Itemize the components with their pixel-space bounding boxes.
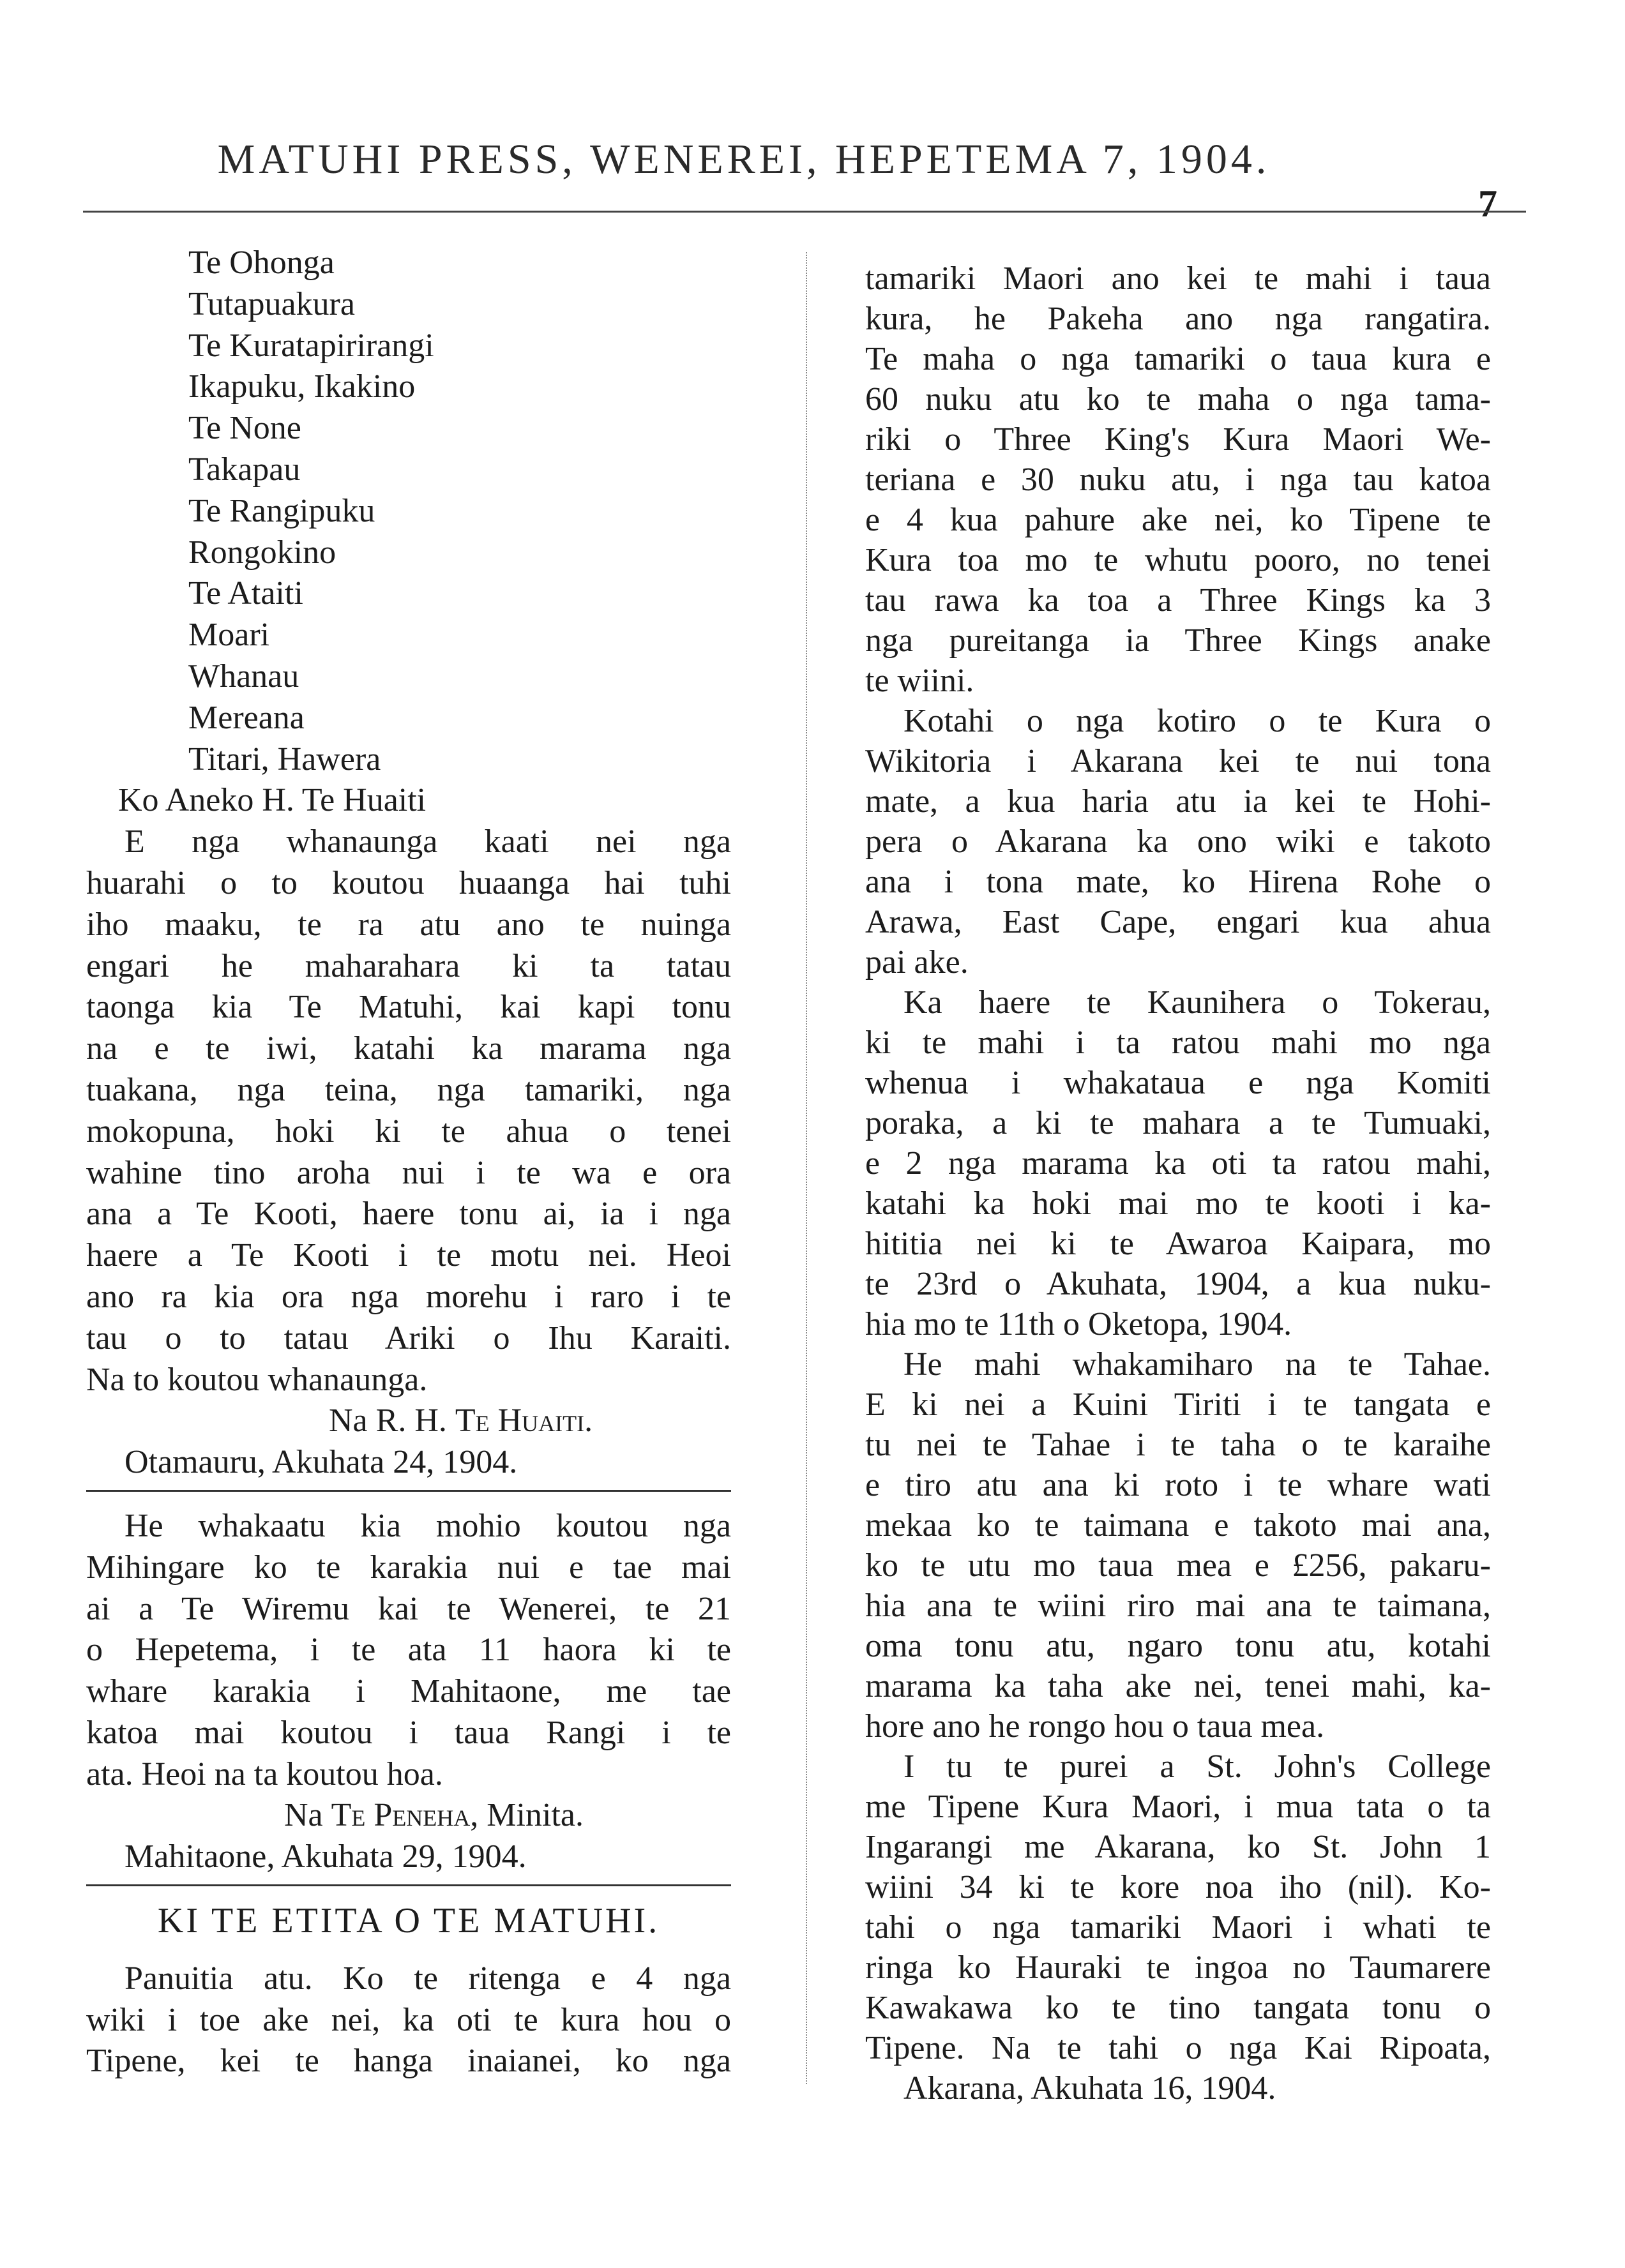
left-column xyxy=(86,243,731,2082)
paragraph-line: Kotahi o nga kotiro o te Kura o xyxy=(903,703,1491,739)
notice-line: He whakaatu kia mohio koutou nga xyxy=(125,1507,731,1544)
paragraph-football xyxy=(865,1746,1491,2108)
paragraph-line: hia ana te wiini riro mai ana te taimana, xyxy=(865,1588,1491,1624)
paragraph-line: I tu te purei a St. John's College xyxy=(903,1748,1491,1785)
paragraph-line: katahi ka hoki mai mo te kooti i ka- xyxy=(865,1185,1491,1222)
signature-prefix: Na xyxy=(284,1797,331,1834)
notice-date: Mahitaone, Akuhata 29, 1904. xyxy=(125,1838,527,1875)
paragraph-line: mate, a kua haria atu ia kei te Hohi- xyxy=(865,783,1491,820)
paragraph-line: hititia nei ki te Awaroa Kaipara, mo xyxy=(865,1226,1491,1262)
paragraph-line-last: pai ake. xyxy=(865,944,969,980)
paragraph-line: tau rawa ka toa a Three Kings ka 3 xyxy=(865,582,1491,619)
name-list-item: Te Ohonga xyxy=(188,244,335,281)
paragraph-line: Ka haere te Kaunihera o Tokerau, xyxy=(903,984,1491,1021)
paragraph-line: te 23rd o Akuhata, 1904, a kua nuku- xyxy=(865,1266,1491,1302)
paragraph-line: Te maha o nga tamariki o taua kura e xyxy=(865,341,1491,377)
paragraph-line: whenua i whakataua e nga Komiti xyxy=(865,1065,1491,1101)
paragraph-line: me Tipene Kura Maori, i mua tata o ta xyxy=(865,1789,1491,1825)
letter-line: E nga whanaunga kaati nei nga xyxy=(125,823,731,860)
paragraph-line-last: te wiini. xyxy=(865,663,974,699)
paragraph-line: Kawakawa ko te tino tangata tonu o xyxy=(865,1990,1491,2026)
church-notice xyxy=(86,1506,731,1878)
paragraph-line: e tiro atu ana ki roto i te whare wati xyxy=(865,1467,1491,1503)
name-list-last: Ko Aneko H. Te Huaiti xyxy=(118,782,427,819)
right-column xyxy=(865,259,1491,2108)
notice-line-last: ata. Heoi na ta koutou hoa. xyxy=(86,1755,443,1792)
letter-line: na e te iwi, katahi ka marama nga xyxy=(86,1030,731,1067)
paragraph-line: Arawa, East Cape, engari kua ahua xyxy=(865,904,1491,940)
name-list-item: Te Ataiti xyxy=(188,575,303,612)
header-rule xyxy=(83,211,1526,213)
paragraph-line: Ingarangi me Akarana, ko St. John 1 xyxy=(865,1829,1491,1865)
notice-signature xyxy=(86,1795,731,1836)
section-rule xyxy=(86,1884,731,1886)
paragraph-line: tamariki Maori ano kei te mahi i taua xyxy=(865,260,1491,297)
paragraph-line: He mahi whakamiharo na te Tahae. xyxy=(903,1346,1491,1383)
paragraph-line: ringa ko Hauraki te ingoa no Taumarere xyxy=(865,1949,1491,1986)
paragraph-line: tu nei te Tahae i te taha o te karaihe xyxy=(865,1427,1491,1463)
editor-line: wiki i toe ake nei, ka oti te kura hou o xyxy=(86,2001,731,2038)
letter-signature xyxy=(86,1401,731,1442)
name-list-item: Mereana xyxy=(188,699,305,736)
paragraph-line: Tipene. Na te tahi o nga Kai Ripoata, xyxy=(865,2030,1491,2066)
letter-line-last: Na to koutou whanaunga. xyxy=(86,1361,428,1398)
paragraph-line-last: hore ano he rongo hou o taua mea. xyxy=(865,1708,1325,1745)
signature-suffix: , Minita. xyxy=(470,1797,584,1834)
notice-line: whare karakia i Mahitaone, me tae xyxy=(86,1673,731,1710)
paragraph-line: nga pureitanga ia Three Kings anake xyxy=(865,622,1491,659)
notice-line: katoa mai koutou i taua Rangi i te xyxy=(86,1714,731,1751)
paragraph-line: e 4 kua pahure ake nei, ko Tipene te xyxy=(865,502,1491,538)
column-divider xyxy=(806,252,807,2084)
letter-line: mokopuna, hoki ki te ahua o tenei xyxy=(86,1113,731,1150)
letter-1 xyxy=(86,822,731,1483)
paragraph-school xyxy=(865,259,1491,701)
name-list-item: Titari, Hawera xyxy=(188,740,381,777)
signature-name: Te Peneha xyxy=(331,1797,471,1834)
notice-line: o Hepetema, i te ata 11 haora ki te xyxy=(86,1632,731,1669)
letter-line: ano ra kia ora nga morehu i raro i te xyxy=(86,1278,731,1315)
page-number: 7 xyxy=(1478,183,1497,225)
name-list-item: Te Rangipuku xyxy=(188,492,375,529)
paragraph-line: riki o Three King's Kura Maori We- xyxy=(865,421,1491,458)
paragraph-line: 60 nuku atu ko te maha o nga tama- xyxy=(865,381,1491,417)
name-list xyxy=(86,243,731,822)
name-list-item: Takapau xyxy=(188,451,301,488)
letter-line: taonga kia Te Matuhi, kai kapi tonu xyxy=(86,989,731,1026)
newspaper-header-title: MATUHI PRESS, WENEREI, HEPETEMA 7, 1904. xyxy=(217,136,1271,183)
paragraph-line: Kura toa mo te whutu pooro, no tenei xyxy=(865,542,1491,578)
editor-heading: KI TE ETITA O TE MATUHI. xyxy=(157,1901,660,1941)
letter-line: wahine tino aroha nui i te wa e ora xyxy=(86,1154,731,1191)
letter-line: tuakana, nga teina, nga tamariki, nga xyxy=(86,1071,731,1108)
paragraph-line: ki te mahi i ta ratou mahi mo nga xyxy=(865,1025,1491,1061)
paragraph-line: ko te utu mo taua mea e £256, pakaru- xyxy=(865,1547,1491,1584)
paragraph-line: poraka, a ki te mahara a te Tumuaki, xyxy=(865,1105,1491,1141)
name-list-item: Rongokino xyxy=(188,534,336,571)
paragraph-line: pera o Akarana ka ono wiki e takoto xyxy=(865,823,1491,860)
report-date: Akarana, Akuhata 16, 1904. xyxy=(903,2070,1276,2107)
letter-line: iho maaku, te ra atu ano te nuinga xyxy=(86,906,731,943)
name-list-item: Moari xyxy=(188,617,270,654)
paragraph-line: marama ka taha ake nei, tenei mahi, ka- xyxy=(865,1668,1491,1704)
notice-line: ai a Te Wiremu kai te Wenerei, te 21 xyxy=(86,1590,731,1627)
paragraph-line: oma tonu atu, ngaro tonu atu, kotahi xyxy=(865,1628,1491,1664)
name-list-item: Te None xyxy=(188,410,301,447)
paragraph-line: mekaa ko te taimana e takoto mai ana, xyxy=(865,1507,1491,1543)
paragraph-line: kura, he Pakeha ano nga rangatira. xyxy=(865,301,1491,337)
letter-date: Otamauru, Akuhata 24, 1904. xyxy=(125,1444,518,1481)
letter-line: ana a Te Kooti, haere tonu ai, ia i nga xyxy=(86,1196,731,1233)
name-list-item: Tutapuakura xyxy=(188,285,355,322)
letter-line: huarahi o to koutou huaanga hai tuhi xyxy=(86,864,731,901)
editor-line: Tipene, kei te hanga inaianei, ko nga xyxy=(86,2043,731,2080)
paragraph-line: Wikitoria i Akarana kei te nui tona xyxy=(865,743,1491,779)
notice-line: Mihingare ko te karakia nui e tae mai xyxy=(86,1549,731,1586)
name-list-item: Te Kuratapirirangi xyxy=(188,327,434,364)
paragraph-line: E ki nei a Kuini Tiriti i te tangata e xyxy=(865,1386,1491,1423)
letter-line: haere a Te Kooti i te motu nei. Heoi xyxy=(86,1237,731,1274)
paragraph-illness xyxy=(865,701,1491,982)
editor-line: Panuitia atu. Ko te ritenga e 4 nga xyxy=(125,1960,731,1997)
letter-line: engari he maharahara ki ta tatau xyxy=(86,947,731,984)
section-rule xyxy=(86,1490,731,1492)
letter-line: tau o to tatau Ariki o Ihu Karaiti. xyxy=(86,1319,731,1356)
editor-letter xyxy=(86,1958,731,2082)
paragraph-line: teriana e 30 nuku atu, i nga tau katoa xyxy=(865,462,1491,498)
paragraph-line: wiini 34 ki te kore noa iho (nil). Ko- xyxy=(865,1869,1491,1905)
paragraph-council xyxy=(865,982,1491,1344)
paragraph-line-last: hia mo te 11th o Oketopa, 1904. xyxy=(865,1306,1292,1342)
paragraph-line: ana i tona mate, ko Hirena Rohe o xyxy=(865,864,1491,900)
name-list-item: Ikapuku, Ikakino xyxy=(188,368,416,405)
signature-name: Te Huaiti. xyxy=(455,1402,593,1439)
paragraph-line: e 2 nga marama ka oti ta ratou mahi, xyxy=(865,1145,1491,1182)
paragraph-line: tahi o nga tamariki Maori i whati te xyxy=(865,1909,1491,1946)
name-list-item: Whanau xyxy=(188,657,299,695)
paragraph-thief xyxy=(865,1344,1491,1746)
signature-prefix: Na R. H. xyxy=(329,1402,455,1439)
